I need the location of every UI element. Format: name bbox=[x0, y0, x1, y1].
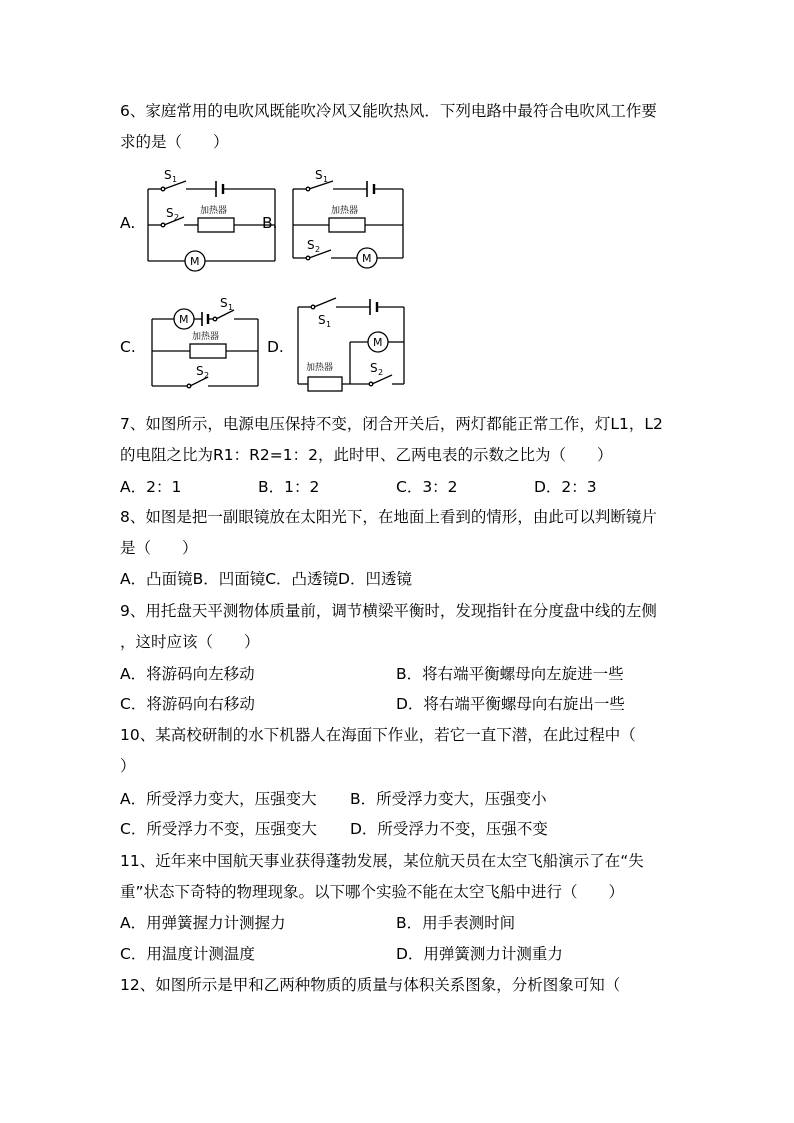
q6-stem-line1: 6、家庭常用的电吹风既能吹冷风又能吹热风．下列电路中最符合电吹风工作要 bbox=[120, 102, 657, 120]
q7-option-b: B．1：2 bbox=[258, 478, 320, 496]
s2-sub: 2 bbox=[378, 368, 384, 377]
s1-sub: 1 bbox=[323, 175, 329, 184]
q11-option-b: B．用手表测时间 bbox=[396, 914, 516, 932]
circuit-diagram-b bbox=[285, 165, 415, 275]
s2-label: S bbox=[166, 206, 174, 220]
s1-sub: 1 bbox=[326, 320, 332, 329]
s2-sub: 2 bbox=[315, 245, 321, 254]
q9-option-c: C．将游码向右移动 bbox=[120, 695, 255, 713]
q11-stem-line2: 重”状态下奇特的物理现象。以下哪个实验不能在太空飞船中进行（ ） bbox=[120, 883, 625, 901]
circuit-diagram-a bbox=[140, 165, 280, 275]
motor-symbol: M bbox=[373, 336, 383, 349]
q10-option-b: B．所受浮力变大，压强变小 bbox=[350, 790, 547, 808]
q9-stem-line2: ，这时应该（ ） bbox=[120, 633, 260, 651]
q8-stem-line2: 是（ ） bbox=[120, 539, 198, 557]
q11-option-a: A．用弹簧握力计测握力 bbox=[120, 914, 286, 932]
heater-label: 加热器 bbox=[306, 363, 334, 373]
q8-options: A．凸面镜B．凹面镜C．凸透镜D．凹透镜 bbox=[120, 570, 412, 588]
q6-option-a-label: A. bbox=[120, 214, 136, 232]
q11-option-c: C．用温度计测温度 bbox=[120, 945, 255, 963]
s1-sub: 1 bbox=[172, 175, 178, 184]
q7-option-d: D．2：3 bbox=[534, 478, 597, 496]
q11-option-d: D．用弹簧测力计测重力 bbox=[396, 945, 563, 963]
q10-stem-line1: 10、某高校研制的水下机器人在海面下作业，若它一直下潜，在此过程中（ bbox=[120, 726, 636, 744]
s1-label: S bbox=[318, 313, 326, 327]
q7-stem-line1: 7、如图所示，电源电压保持不变，闭合开关后，两灯都能正常工作，灯L1，L2 bbox=[120, 415, 663, 433]
q6-stem-line2: 求的是（ ） bbox=[120, 133, 229, 151]
q6-option-d-label: D. bbox=[267, 338, 284, 356]
s2-sub: 2 bbox=[174, 213, 180, 222]
circuit-diagram-d bbox=[288, 290, 413, 400]
q10-option-a: A．所受浮力变大，压强变大 bbox=[120, 790, 317, 808]
q9-stem-line1: 9、用托盘天平测物体质量前，调节横梁平衡时，发现指针在分度盘中线的左侧 bbox=[120, 602, 657, 620]
motor-symbol: M bbox=[362, 252, 372, 265]
q6-option-b-label: B. bbox=[262, 214, 278, 232]
circuit-diagram-c bbox=[140, 292, 270, 397]
heater-label: 加热器 bbox=[331, 206, 359, 216]
q6-option-c-label: C. bbox=[120, 338, 136, 356]
heater-label: 加热器 bbox=[200, 206, 228, 216]
s1-label: S bbox=[315, 168, 323, 182]
s2-label: S bbox=[196, 364, 204, 378]
s2-label: S bbox=[370, 361, 378, 375]
q10-option-d: D．所受浮力不变，压强不变 bbox=[350, 820, 548, 838]
q7-stem-line2: 的电阻之比为R1：R2=1：2，此时甲、乙两电表的示数之比为（ ） bbox=[120, 446, 613, 464]
motor-symbol: M bbox=[190, 255, 200, 268]
q11-stem-line1: 11、近年来中国航天事业获得蓬勃发展，某位航天员在太空飞船演示了在“失 bbox=[120, 852, 644, 870]
s2-sub: 2 bbox=[204, 371, 210, 380]
s1-label: S bbox=[164, 168, 172, 182]
q7-option-c: C．3：2 bbox=[396, 478, 458, 496]
q10-option-c: C．所受浮力不变，压强变大 bbox=[120, 820, 317, 838]
q8-stem-line1: 8、如图是把一副眼镜放在太阳光下，在地面上看到的情形，由此可以判断镜片 bbox=[120, 508, 657, 526]
motor-symbol: M bbox=[179, 313, 189, 326]
q9-option-a: A．将游码向左移动 bbox=[120, 665, 255, 683]
q12-stem-line1: 12、如图所示是甲和乙两种物质的质量与体积关系图象，分析图象可知（ bbox=[120, 976, 621, 994]
q9-option-b: B．将右端平衡螺母向左旋进一些 bbox=[396, 665, 624, 683]
q10-stem-line2: ） bbox=[120, 757, 136, 775]
s2-label: S bbox=[307, 238, 315, 252]
q9-option-d: D．将右端平衡螺母向右旋出一些 bbox=[396, 695, 625, 713]
s1-sub: 1 bbox=[228, 303, 234, 312]
s1-label: S bbox=[220, 296, 228, 310]
q7-option-a: A．2：1 bbox=[120, 478, 182, 496]
heater-label: 加热器 bbox=[192, 332, 220, 342]
